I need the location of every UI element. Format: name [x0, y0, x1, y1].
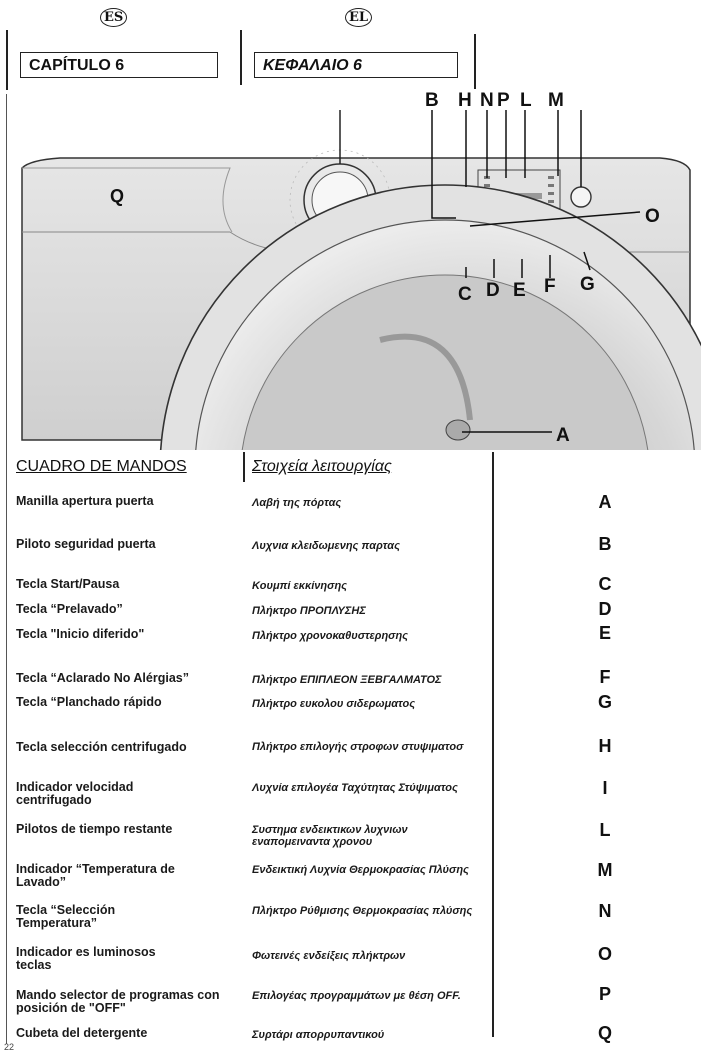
table-header-es: CUADRO DE MANDOS	[16, 458, 187, 475]
callout-l: L	[520, 90, 532, 111]
left-margin-rule-lower	[6, 94, 7, 1044]
row-o-es: Indicador es luminosos teclas	[16, 945, 156, 972]
row-o-el: Φωτεινές ενδείξεις πλήκτρων	[252, 950, 406, 962]
row-h-letter: H	[598, 736, 612, 756]
row-q-el: Συρτάρι απορρυπαντικού	[252, 1029, 385, 1041]
row-f-es: Tecla “Aclarado No Alérgias”	[16, 671, 189, 685]
page-number: 22	[4, 1042, 15, 1052]
row-a-es: Manilla apertura puerta	[16, 494, 154, 508]
callout-c: C	[458, 284, 472, 305]
row-n-el: Πλήκτρο Ρύθμισης Θερμοκρασίας πλύσης	[252, 905, 473, 917]
row-e-es: Tecla "Inicio diferido"	[16, 627, 145, 641]
row-i-el: Λυχνία επιλογέα Ταχύτητας Στύψιματος	[252, 782, 458, 794]
chapter-title-el: ΚΕΦΑΛΑΙΟ 6	[254, 52, 458, 78]
row-c-el: Κουμπί εκκίνησης	[252, 580, 348, 592]
row-c-es: Tecla Start/Pausa	[16, 577, 120, 591]
row-n-es: Tecla “Selección Temperatura”	[16, 903, 116, 930]
row-q-es: Cubeta del detergente	[16, 1026, 148, 1040]
row-c-letter: C	[598, 574, 612, 594]
row-g-es: Tecla “Planchado rápido	[16, 695, 162, 709]
row-i-es: Indicador velocidad centrifugado	[16, 780, 134, 807]
callout-n: N	[480, 90, 494, 111]
row-o-letter: O	[597, 944, 612, 964]
row-g-el: Πλήκτρο ευκολου σιδερωματος	[252, 698, 416, 710]
row-l-es: Pilotos de tiempo restante	[16, 822, 173, 836]
row-f-letter: F	[599, 667, 611, 687]
callout-o: O	[645, 206, 660, 227]
row-m-el: Ενδεικτική Λυχνία Θερμοκρασίας Πλύσης	[252, 864, 469, 876]
row-b-letter: B	[598, 534, 612, 554]
callout-f: F	[544, 276, 556, 297]
row-d-el: Πλήκτρο ΠΡΟΠΛΥΣΗΣ	[252, 605, 366, 617]
callout-b: B	[425, 90, 439, 111]
callout-e: E	[513, 280, 526, 301]
row-p-el: Επιλογέας προγραμμάτων με θέση OFF.	[252, 990, 461, 1002]
door-handle	[446, 420, 470, 440]
row-i-letter: I	[602, 778, 608, 798]
callout-d: D	[486, 280, 500, 301]
callout-q: Q	[110, 186, 125, 206]
row-a-letter: A	[598, 492, 612, 512]
row-l-el: Συστημα ενδεικτικων λυχνιων εναπομειναντα χρονου	[252, 824, 408, 848]
table-divider-right	[492, 452, 494, 1037]
language-badge-es-label: ES	[100, 8, 127, 27]
row-q-letter: Q	[597, 1023, 612, 1043]
row-h-es: Tecla selección centrifugado	[16, 740, 187, 754]
row-f-el: Πλήκτρο ΕΠΙΠΛΕΟΝ ΞΕΒΓΑΛΜΑΤΟΣ	[252, 674, 442, 686]
row-a-el: Λαβή της πόρτας	[252, 497, 342, 509]
temperature-button-m	[571, 187, 591, 207]
row-b-es: Piloto seguridad puerta	[16, 537, 156, 551]
table-divider-header	[243, 452, 245, 482]
row-g-letter: G	[597, 692, 612, 712]
row-m-letter: M	[597, 860, 613, 880]
row-p-es: Mando selector de programas con posición de "OFF"	[16, 988, 220, 1015]
row-e-letter: E	[598, 623, 611, 643]
row-p-letter: P	[598, 984, 611, 1004]
row-d-letter: D	[598, 599, 612, 619]
row-d-es: Tecla “Prelavado”	[16, 602, 123, 616]
row-n-letter: N	[598, 901, 612, 921]
callout-p: P	[497, 90, 510, 111]
washing-machine-control-panel-diagram	[0, 0, 701, 450]
table-header-el: Στοιχεία λειτουργίας	[252, 458, 392, 475]
chapter-title-es: CAPÍTULO 6	[20, 52, 218, 78]
row-h-el: Πλήκτρο επιλογής στροφων στυψιματοσ	[252, 741, 464, 753]
row-m-es: Indicador “Temperatura de Lavado”	[16, 862, 175, 889]
language-badge-el-label: EL	[345, 8, 372, 27]
row-b-el: Λυχνια κλειδωμενης παρτας	[252, 540, 400, 552]
row-e-el: Πλήκτρο χρονοκαθυστερησης	[252, 630, 409, 642]
callout-h: H	[458, 90, 472, 111]
row-l-letter: L	[599, 820, 611, 840]
callout-g: G	[580, 274, 595, 295]
callout-m: M	[548, 90, 564, 111]
callout-a: A	[556, 425, 570, 446]
